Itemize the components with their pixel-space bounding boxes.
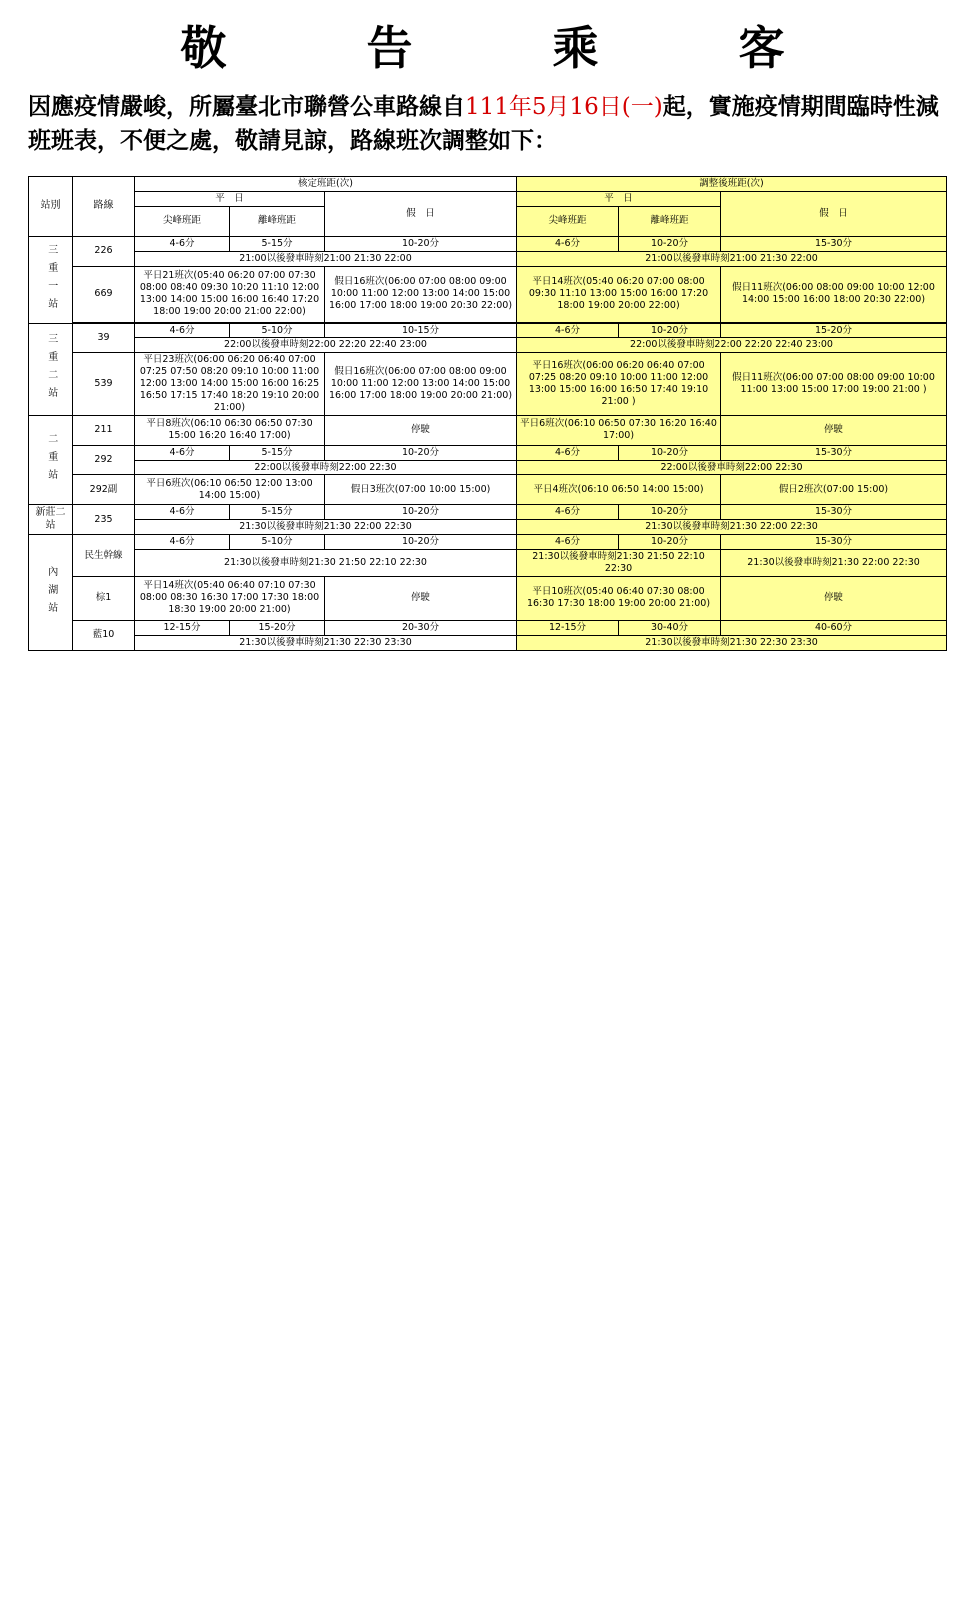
- adjusted-weekday-trips-cell: 平日16班次(06:00 06:20 06:40 07:00 07:25 08:20 09:10 10:00 11:00 12:00 13:00 15:00 16:00 16:50 17:40 19:10 21:00 ): [517, 353, 721, 415]
- adjusted-peak-cell: 12-15分: [517, 620, 619, 635]
- table-row: [29, 460, 947, 475]
- adjusted-late-departures-cell: 21:30以後發車時刻21:30 22:30 23:30: [517, 635, 947, 650]
- adjusted-weekday-trips-cell: 平日6班次(06:10 06:50 07:30 16:20 16:40 17:00): [517, 415, 721, 445]
- weekday-trips-cell: 平日14班次(05:40 06:40 07:10 07:30 08:00 08:30 16:30 17:00 17:30 18:00 18:30 19:00 20:00 21:00): [135, 576, 325, 620]
- holiday-cell: 10-20分: [325, 445, 517, 460]
- header-weekday: 平 日: [135, 191, 325, 206]
- late-departures-cell: 22:00以後發車時刻22:00 22:30: [135, 460, 517, 475]
- holiday-trips-cell: 假日16班次(06:00 07:00 08:00 09:00 10:00 11:00 12:00 13:00 14:00 15:00 16:00 17:00 18:00 19:00 20:00 21:00): [325, 353, 517, 415]
- weekday-trips-cell: 平日21班次(05:40 06:20 07:00 07:30 08:00 08:40 09:30 10:20 11:10 12:00 13:00 14:00 15:00 16:00 16:40 17:20 18:00 19:00 20:00 21:00 22:00): [135, 266, 325, 322]
- holiday-cell: 10-20分: [325, 535, 517, 550]
- table-row: [29, 620, 947, 635]
- offpeak-cell: 5-10分: [230, 323, 325, 338]
- adjusted-late-departures-cell: 22:00以後發車時刻22:00 22:30: [517, 460, 947, 475]
- adjusted-holiday-trips-cell: 假日11班次(06:00 08:00 09:00 10:00 12:00 14:00 15:00 16:00 18:00 20:30 22:00): [721, 266, 947, 322]
- offpeak-cell: 5-10分: [230, 535, 325, 550]
- adjusted-peak-cell: 4-6分: [517, 236, 619, 251]
- adjusted-offpeak-cell: 10-20分: [619, 236, 721, 251]
- adjusted-offpeak-cell: 10-20分: [619, 505, 721, 520]
- peak-cell: 4-6分: [135, 236, 230, 251]
- adjusted-holiday-trips-cell: 假日11班次(06:00 07:00 08:00 09:00 10:00 11:00 13:00 15:00 17:00 19:00 21:00 ): [721, 353, 947, 415]
- station-cell: 內湖站: [29, 535, 73, 651]
- adjusted-offpeak-cell: 10-20分: [619, 445, 721, 460]
- late-departures-cell: 21:30以後發車時刻21:30 21:50 22:10 22:30: [135, 550, 517, 577]
- header-approved: 核定班距(次): [135, 177, 517, 192]
- holiday-cell: 10-20分: [325, 236, 517, 251]
- header-route: 路線: [73, 177, 135, 237]
- adjusted-late-departures-weekday-cell: 21:30以後發車時刻21:30 21:50 22:10 22:30: [517, 550, 721, 577]
- adjusted-offpeak-cell: 10-20分: [619, 323, 721, 338]
- notice-date: 111年5月16日(一): [465, 94, 663, 120]
- adjusted-offpeak-cell: 10-20分: [619, 535, 721, 550]
- route-cell: 226: [73, 236, 135, 266]
- notice-text: [28, 90, 948, 158]
- table-row: [29, 415, 947, 445]
- route-cell: 39: [73, 323, 135, 353]
- holiday-trips-cell: 停駛: [325, 415, 517, 445]
- station-cell: 二重站: [29, 415, 73, 505]
- late-departures-cell: 21:30以後發車時刻21:30 22:00 22:30: [135, 520, 517, 535]
- adjusted-holiday-cell: 15-30分: [721, 236, 947, 251]
- header-adjusted-offpeak: 離峰班距: [619, 206, 721, 236]
- table-row: [29, 535, 947, 550]
- table-row: [29, 251, 947, 266]
- table-row: [29, 445, 947, 460]
- adjusted-late-departures-holiday-cell: 21:30以後發車時刻21:30 22:00 22:30: [721, 550, 947, 577]
- station-cell: 三重二站: [29, 323, 73, 415]
- adjusted-peak-cell: 4-6分: [517, 445, 619, 460]
- offpeak-cell: 5-15分: [230, 505, 325, 520]
- late-departures-cell: 21:30以後發車時刻21:30 22:30 23:30: [135, 635, 517, 650]
- adjusted-holiday-cell: 15-20分: [721, 323, 947, 338]
- header-station: 站別: [29, 177, 73, 237]
- table-row: [29, 353, 947, 415]
- station-cell: 新莊二站: [29, 505, 73, 535]
- route-cell: 藍10: [73, 620, 135, 650]
- weekday-trips-cell: 平日8班次(06:10 06:30 06:50 07:30 15:00 16:20 16:40 17:00): [135, 415, 325, 445]
- adjusted-holiday-trips-cell: 停駛: [721, 576, 947, 620]
- schedule-table: [28, 176, 947, 651]
- table-row: [29, 338, 947, 353]
- header-holiday: 假 日: [325, 191, 517, 236]
- route-cell: 292副: [73, 475, 135, 505]
- adjusted-peak-cell: 4-6分: [517, 323, 619, 338]
- route-cell: 539: [73, 353, 135, 415]
- table-row: [29, 266, 947, 322]
- late-departures-cell: 21:00以後發車時刻21:00 21:30 22:00: [135, 251, 517, 266]
- route-cell: 棕1: [73, 576, 135, 620]
- adjusted-weekday-trips-cell: 平日4班次(06:10 06:50 14:00 15:00): [517, 475, 721, 505]
- route-cell: 民生幹線: [73, 535, 135, 577]
- adjusted-holiday-trips-cell: 假日2班次(07:00 15:00): [721, 475, 947, 505]
- table-row: [29, 236, 947, 251]
- header-adjusted-peak: 尖峰班距: [517, 206, 619, 236]
- table-row: [29, 323, 947, 338]
- holiday-cell: 10-15分: [325, 323, 517, 338]
- page-title: 敬 告 乘 客: [180, 21, 847, 75]
- weekday-trips-cell: 平日6班次(06:10 06:50 12:00 13:00 14:00 15:00): [135, 475, 325, 505]
- peak-cell: 4-6分: [135, 323, 230, 338]
- table-row: [29, 475, 947, 505]
- header-peak: 尖峰班距: [135, 206, 230, 236]
- route-cell: 292: [73, 445, 135, 475]
- adjusted-late-departures-cell: 21:00以後發車時刻21:00 21:30 22:00: [517, 251, 947, 266]
- peak-cell: 4-6分: [135, 445, 230, 460]
- offpeak-cell: 5-15分: [230, 445, 325, 460]
- adjusted-holiday-cell: 15-30分: [721, 445, 947, 460]
- header-adjusted: 調整後班距(次): [517, 177, 947, 192]
- adjusted-peak-cell: 4-6分: [517, 505, 619, 520]
- table-row: [29, 635, 947, 650]
- offpeak-cell: 5-15分: [230, 236, 325, 251]
- adjusted-holiday-cell: 40-60分: [721, 620, 947, 635]
- peak-cell: 4-6分: [135, 505, 230, 520]
- adjusted-late-departures-cell: 21:30以後發車時刻21:30 22:00 22:30: [517, 520, 947, 535]
- route-cell: 235: [73, 505, 135, 535]
- adjusted-late-departures-cell: 22:00以後發車時刻22:00 22:20 22:40 23:00: [517, 338, 947, 353]
- station-cell: 三重一站: [29, 236, 73, 323]
- holiday-cell: 20-30分: [325, 620, 517, 635]
- holiday-trips-cell: 假日3班次(07:00 10:00 15:00): [325, 475, 517, 505]
- late-departures-cell: 22:00以後發車時刻22:00 22:20 22:40 23:00: [135, 338, 517, 353]
- peak-cell: 4-6分: [135, 535, 230, 550]
- table-row: [29, 550, 947, 577]
- header-adjusted-weekday: 平 日: [517, 191, 721, 206]
- route-cell: 211: [73, 415, 135, 445]
- holiday-cell: 10-20分: [325, 505, 517, 520]
- peak-cell: 12-15分: [135, 620, 230, 635]
- holiday-trips-cell: 假日16班次(06:00 07:00 08:00 09:00 10:00 11:00 12:00 13:00 14:00 15:00 16:00 17:00 18:00 19:00 20:30 22:00): [325, 266, 517, 322]
- weekday-trips-cell: 平日23班次(06:00 06:20 06:40 07:00 07:25 07:50 08:20 09:10 10:00 11:00 12:00 13:00 14:00 15:00 16:00 16:25 16:50 17:15 17:40 18:20 19:10 20:00 21:00): [135, 353, 325, 415]
- adjusted-weekday-trips-cell: 平日14班次(05:40 06:20 07:00 08:00 09:30 11:10 13:00 15:00 16:00 17:20 18:00 19:00 20:00 22:00): [517, 266, 721, 322]
- adjusted-weekday-trips-cell: 平日10班次(05:40 06:40 07:30 08:00 16:30 17:30 18:00 19:00 20:00 21:00): [517, 576, 721, 620]
- offpeak-cell: 15-20分: [230, 620, 325, 635]
- adjusted-holiday-cell: 15-30分: [721, 505, 947, 520]
- adjusted-holiday-trips-cell: 停駛: [721, 415, 947, 445]
- header-offpeak: 離峰班距: [230, 206, 325, 236]
- table-row: [29, 576, 947, 620]
- adjusted-peak-cell: 4-6分: [517, 535, 619, 550]
- holiday-trips-cell: 停駛: [325, 576, 517, 620]
- adjusted-offpeak-cell: 30-40分: [619, 620, 721, 635]
- notice-part2: 起，實施疫情期間臨時性減班班表，不便之處，敬請見諒，路線班次調整如下：: [28, 93, 939, 154]
- route-cell: 669: [73, 266, 135, 322]
- table-row: [29, 520, 947, 535]
- table-row: [29, 505, 947, 520]
- header-adjusted-holiday: 假 日: [721, 191, 947, 236]
- notice-part1: 因應疫情嚴峻，所屬臺北市聯營公車路線自: [28, 93, 465, 120]
- adjusted-holiday-cell: 15-30分: [721, 535, 947, 550]
